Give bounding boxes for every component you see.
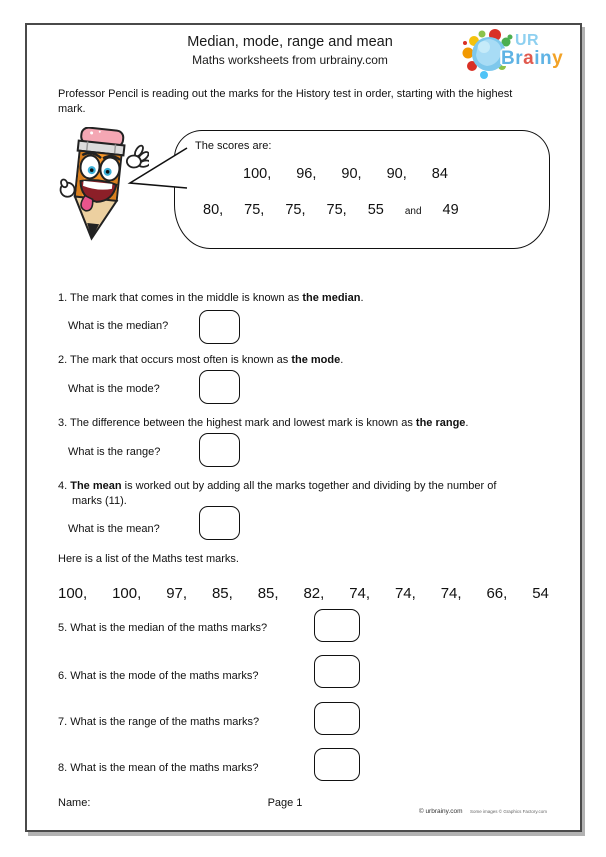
logo-letter: a xyxy=(523,48,535,69)
score: 55 xyxy=(367,202,384,218)
intro-text: Professor Pencil is reading out the marks for the History test in order, starting with the highest mark. xyxy=(58,88,513,115)
score: 75, xyxy=(285,202,306,218)
answer-box-maths-range[interactable] xyxy=(314,702,360,735)
score: 80, xyxy=(203,202,224,218)
logo-letter: i xyxy=(534,48,540,69)
mark-value: 97, xyxy=(166,585,188,602)
question-4-sub: What is the mean? xyxy=(68,523,160,535)
logo-letter: B xyxy=(501,48,516,69)
answer-box-median[interactable] xyxy=(199,310,240,344)
attribution-text: Some images © Graphics Factory.com xyxy=(469,809,547,814)
mark-value: 74, xyxy=(349,585,371,602)
answer-box-mode[interactable] xyxy=(199,370,240,404)
footer-copyright xyxy=(327,800,547,818)
question-8: 8. What is the mean of the maths marks? xyxy=(58,762,259,774)
speech-bubble-tail xyxy=(125,143,189,195)
question-4 xyxy=(58,479,510,509)
mark-value: 100, xyxy=(58,585,88,602)
question-3 xyxy=(58,416,580,431)
question-3-bold: the range xyxy=(415,417,466,429)
score: 90, xyxy=(386,166,407,182)
question-3-text: 3. The difference between the highest mark and lowest mark is known as xyxy=(58,417,416,429)
question-1-text: 1. The mark that comes in the middle is known as xyxy=(58,292,303,304)
answer-box-maths-median[interactable] xyxy=(314,609,360,642)
question-1 xyxy=(58,291,580,306)
answer-box-range[interactable] xyxy=(199,433,240,467)
question-2-text: 2. The mark that occurs most often is known as xyxy=(58,354,292,366)
question-2-bold: the mode xyxy=(291,354,341,366)
mark-value: 74, xyxy=(394,585,416,602)
logo-letter: n xyxy=(540,48,553,69)
question-4-suffix: is worked out by adding all the marks together and dividing by the number of marks (11). xyxy=(72,480,497,507)
logo-letter: r xyxy=(515,48,524,69)
question-7: 7. What is the range of the maths marks? xyxy=(58,716,260,728)
score: 75, xyxy=(326,202,347,218)
mark-value: 85, xyxy=(211,585,233,602)
score: 96, xyxy=(296,166,317,182)
worksheet-page xyxy=(25,23,582,832)
mark-value: 66, xyxy=(486,585,508,602)
question-1-sub: What is the median? xyxy=(68,320,169,332)
score: 49 xyxy=(442,202,459,218)
score: 75, xyxy=(244,202,265,218)
copyright-text: © urbrainy.com xyxy=(418,808,463,815)
question-2-suffix: . xyxy=(340,354,344,366)
and-word: and xyxy=(404,206,422,217)
score: 100, xyxy=(243,166,272,182)
question-1-suffix: . xyxy=(360,292,364,304)
name-label: Name: xyxy=(58,797,91,809)
question-1-bold: the median xyxy=(302,292,361,304)
question-3-sub: What is the range? xyxy=(68,446,161,458)
mark-value: 100, xyxy=(112,585,142,602)
mark-value: 74, xyxy=(440,585,462,602)
maths-intro-text: Here is a list of the Maths test marks. xyxy=(58,553,239,565)
question-2 xyxy=(58,353,580,368)
mark-value: 85, xyxy=(257,585,279,602)
answer-box-mean[interactable] xyxy=(199,506,240,540)
speech-bubble xyxy=(174,130,550,249)
question-2-sub: What is the mode? xyxy=(68,383,160,395)
mark-value: 54 xyxy=(532,585,549,602)
scores-line-2 xyxy=(203,202,459,218)
page-number: Page 1 xyxy=(267,797,303,809)
answer-box-maths-mode[interactable] xyxy=(314,655,360,688)
logo-text-brainy xyxy=(501,48,563,70)
logo-text-ur: UR xyxy=(515,32,540,49)
answer-box-maths-mean[interactable] xyxy=(314,748,360,781)
question-4-text: 4. xyxy=(58,480,71,492)
logo-letter: y xyxy=(552,48,564,69)
scores-line-1 xyxy=(243,166,448,182)
urbrainy-logo xyxy=(462,29,582,81)
question-5: 5. What is the median of the maths marks? xyxy=(58,622,268,634)
score: 84 xyxy=(431,166,448,182)
question-3-suffix: . xyxy=(465,417,469,429)
page-title: Median, mode, range and mean xyxy=(187,34,393,50)
score: 90, xyxy=(341,166,362,182)
bubble-lead-text: The scores are: xyxy=(195,140,272,152)
maths-marks-list xyxy=(58,585,549,602)
question-6: 6. What is the mode of the maths marks? xyxy=(58,670,259,682)
mark-value: 82, xyxy=(303,585,325,602)
page-subtitle: Maths worksheets from urbrainy.com xyxy=(192,53,388,67)
question-4-bold: The mean xyxy=(70,480,122,492)
